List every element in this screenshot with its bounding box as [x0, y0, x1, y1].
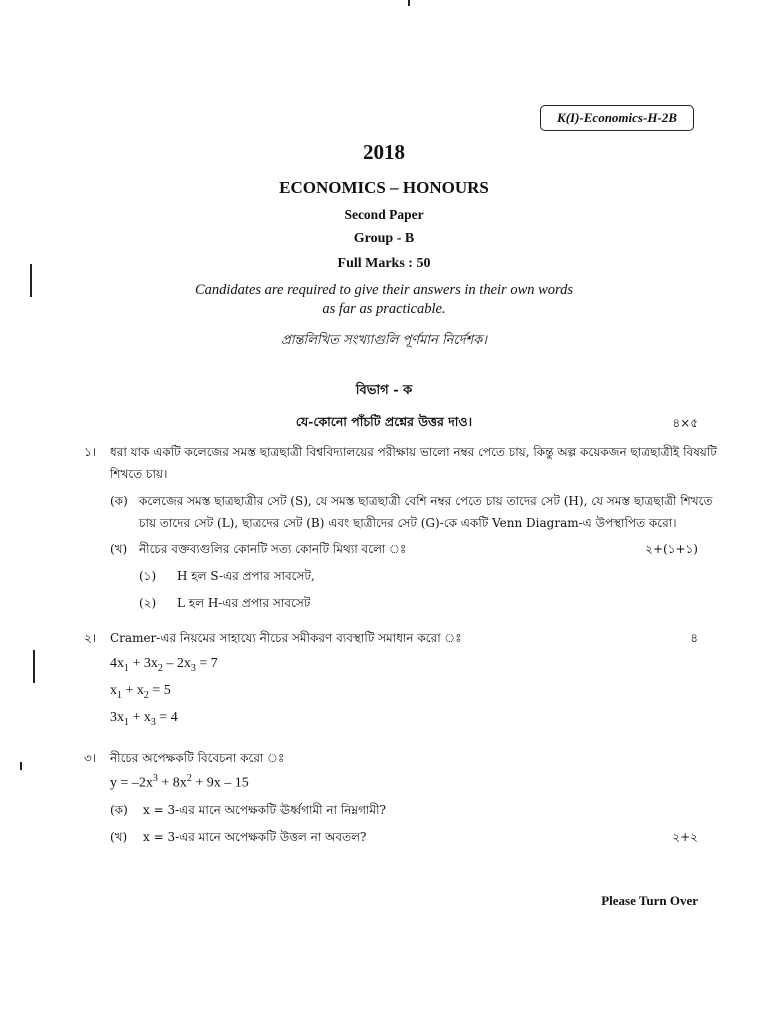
scan-mark-left-2 [33, 650, 35, 683]
q3b-label: (খ) [110, 830, 128, 844]
q2-equation-1: $4x_1 + 3x_2 - 2x_3 = 7$ [110, 656, 218, 674]
paper-name: Second Paper [344, 207, 424, 222]
full-marks: Full Marks : 50 [337, 256, 431, 271]
q1a-text-line-2: চায় তাদের সেট (L), ছাত্রদের সেট (B) এবং ছাত্রীদের সেট (G)-কে একটি Venn Diagram-এ উপস্থাপিত করো। [139, 516, 677, 530]
q1b-label: (খ) [110, 542, 128, 556]
scan-mark-left-3 [20, 762, 22, 770]
paper-code-box: K(I)-Economics-H-2B [540, 105, 694, 131]
scan-mark-top [408, 0, 410, 6]
q2-equation-3: $3x_1 + x_3 = 4$ [110, 710, 178, 728]
q2-marks: ৪ [690, 631, 698, 645]
q1-number: ১। [84, 445, 97, 459]
q1b-text: নীচের বক্তব্যগুলির কোনটি সত্য কোনটি মিথ্যা বলো ঃ [139, 542, 407, 556]
q1b-i-text: H হল S-এর প্রপার সাবসেট, [177, 569, 315, 583]
q3a-label: (ক) [110, 803, 128, 817]
q2-text: Cramer-এর নিয়মের সাহায্যে নীচের সমীকরণ ব্যবস্থাটি সমাধান করো ঃ [110, 631, 462, 645]
q1-text-line-2: শিখতে চায়। [110, 467, 168, 481]
q3-function: $y = -2x^3 + 8x^2 + 9x - 15$ [110, 773, 249, 791]
q1b-ii-text: L হল H-এর প্রপার সাবসেট [177, 596, 311, 610]
q3-text: নীচের অপেক্ষকটি বিবেচনা করো ঃ [110, 751, 285, 765]
q3-marks: ২+২ [672, 830, 698, 844]
q1b-ii-label: (২) [139, 596, 157, 610]
section-title: বিভাগ - ক [355, 383, 413, 398]
group-name: Group - B [353, 231, 415, 246]
q3-number: ৩। [84, 751, 97, 765]
q1b-i-label: (১) [139, 569, 157, 583]
q1a-label: (ক) [110, 494, 128, 508]
subject-title: ECONOMICS – HONOURS [279, 178, 489, 197]
section-marks: ৪×৫ [672, 416, 698, 430]
answer-any-instruction: যে-কোনো পাঁচটি প্রশ্নের উত্তর দাও। [295, 414, 473, 429]
q1-text-line-1: ধরা যাক একটি কলেজের সমস্ত ছাত্রছাত্রী বিশ্ববিদ্যালয়ের পরীক্ষায় ভালো নম্বর পেতে চায়, কিন্তু অল্প কয়েকজন ছাত্রছাত্রীই বিষয়টি [110, 445, 717, 459]
instruction-line-2: as far as practicable. [322, 301, 446, 317]
please-turn-over: Please Turn Over [601, 893, 698, 908]
q2-number: ২। [84, 631, 97, 645]
q3b-text: x = 3-এর মানে অপেক্ষকটি উত্তল না অবতল? [143, 830, 367, 844]
q3a-text: x = 3-এর মানে অপেক্ষকটি ঊর্ধ্বগামী না নিম্নগামী? [143, 803, 386, 817]
q2-equation-2: $x_1 + x_2 = 5$ [110, 683, 171, 701]
bengali-instruction: প্রান্তলিখিত সংখ্যাগুলি পূর্ণমান নির্দেশক। [281, 333, 487, 348]
instruction-line-1: Candidates are required to give their answers in their own words [194, 282, 574, 298]
q1a-text-line-1: কলেজের সমস্ত ছাত্রছাত্রীর সেট (S), যে সমস্ত ছাত্রছাত্রী বেশি নম্বর পেতে চায় তাদের সেট (H), যে সমস্ত ছাত্রছাত্রী শিখতে [139, 494, 713, 508]
q1b-marks: ২+(১+১) [645, 542, 698, 556]
exam-year: 2018 [363, 140, 405, 164]
instructions [0, 281, 768, 319]
